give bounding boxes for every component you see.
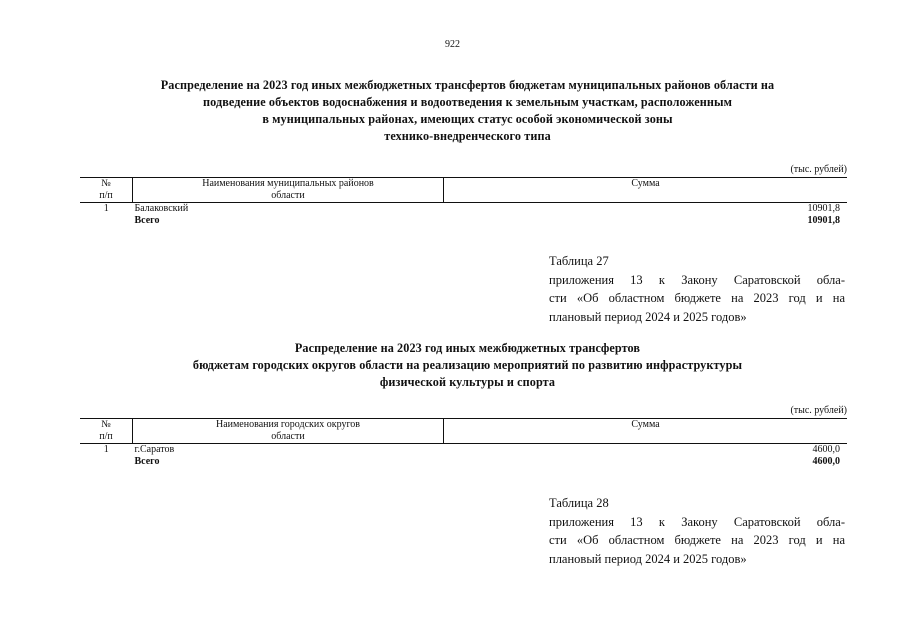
row-number: 1 (103, 203, 109, 214)
total-number (80, 456, 133, 468)
heading-line: подведение объектов водоснабжения и водоотведения к земельным участкам, расположенным (202, 95, 732, 109)
section2-heading (80, 340, 855, 391)
table28-caption (549, 494, 845, 568)
table27-caption (549, 252, 845, 326)
total-sum: 10901,8 (807, 215, 840, 226)
caption-title: Таблица 28 (549, 496, 609, 510)
row-name: Балаковский (134, 203, 189, 214)
heading-line: в муниципальных районах, имеющих статус особой экономической зоны (262, 112, 673, 126)
caption-line: плановый период 2024 и 2025 годов» (549, 551, 747, 566)
row-name: г.Саратов (134, 444, 175, 455)
header-name: Наименования муниципальных районов области (133, 178, 444, 203)
heading-line: физической культуры и спорта (379, 375, 556, 389)
header-name: Наименования городских округов области (133, 419, 444, 444)
row-number: 1 (103, 444, 109, 455)
row-sum: 4600,0 (812, 444, 840, 455)
caption-line: сти «Об областном бюджете на 2023 год и на (549, 291, 845, 305)
caption-line: приложения 13 к Закону Саратовской обла- (549, 514, 845, 529)
table-row (80, 444, 847, 457)
total-label: Всего (134, 215, 160, 226)
header-number: № п/п (80, 178, 133, 203)
caption-line: сти «Об областном бюджете на 2023 год и на (549, 533, 845, 547)
header-sum: Сумма (444, 178, 848, 203)
table-total-row (80, 456, 847, 468)
heading-line: технико-внедренческого типа (384, 129, 551, 143)
table-header-row (80, 178, 847, 203)
units-label: (тыс. рублей) (790, 164, 847, 175)
heading-line: Распределение на 2023 год иных межбюджетных трансфертов (294, 341, 641, 355)
row-sum: 10901,8 (807, 203, 840, 214)
total-sum: 4600,0 (812, 456, 840, 467)
total-label: Всего (134, 456, 160, 467)
section2-table (80, 418, 847, 468)
table-total-row (80, 215, 847, 227)
total-number (80, 215, 133, 227)
caption-line: плановый период 2024 и 2025 годов» (549, 309, 747, 324)
header-sum: Сумма (444, 419, 848, 444)
table-header-row (80, 419, 847, 444)
table-row (80, 203, 847, 216)
caption-title: Таблица 27 (549, 254, 609, 268)
units-label: (тыс. рублей) (790, 405, 847, 416)
heading-line: бюджетам городских округов области на реализацию мероприятий по развитию инфраструктуры (192, 358, 743, 372)
section1-heading (80, 77, 855, 145)
caption-line: приложения 13 к Закону Саратовской обла- (549, 272, 845, 287)
section1-table (80, 177, 847, 227)
header-number: № п/п (80, 419, 133, 444)
page-number: 922 (445, 39, 460, 50)
heading-line: Распределение на 2023 год иных межбюджетных трансфертов бюджетам муниципальных районов области на (160, 78, 775, 92)
